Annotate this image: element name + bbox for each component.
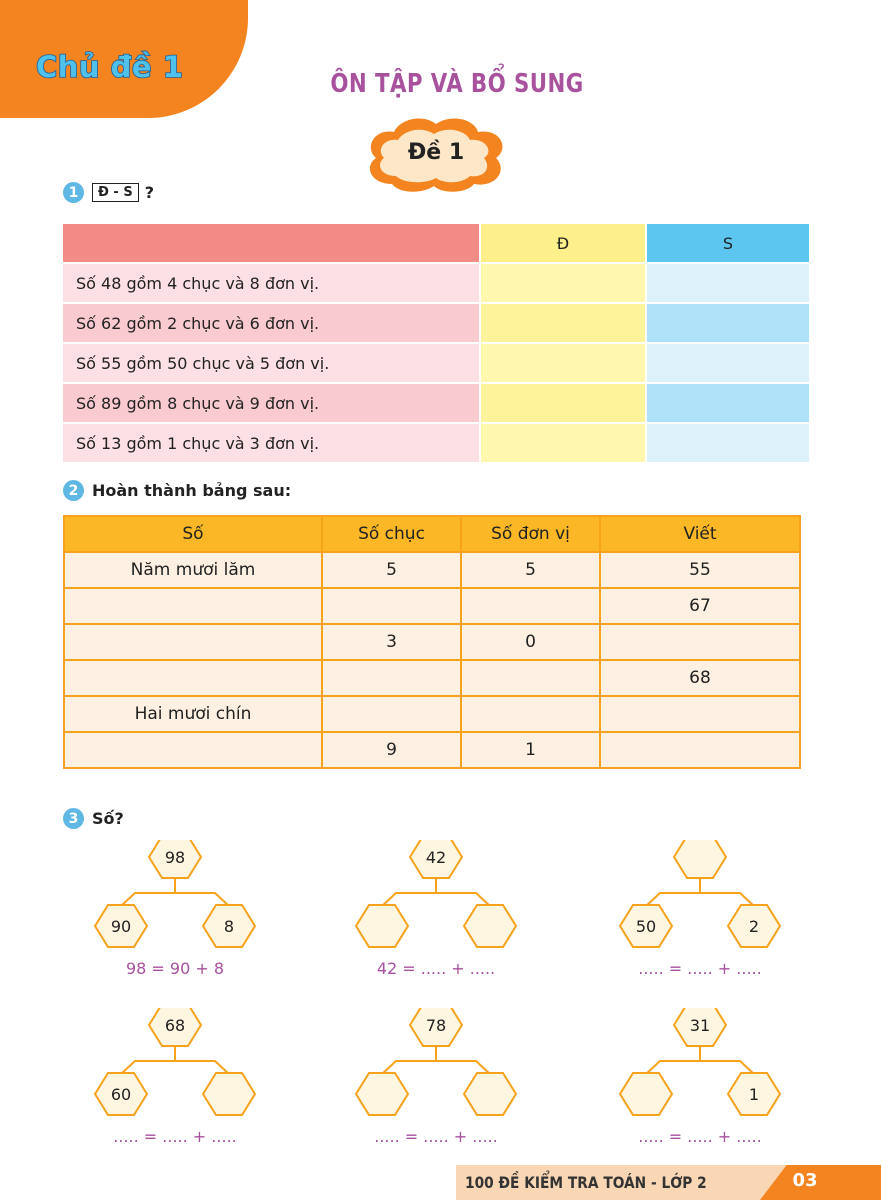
table-row: [63, 344, 809, 382]
connector-line: [646, 1045, 754, 1074]
table-row: [64, 588, 800, 624]
q1-answer-d[interactable]: [481, 264, 645, 302]
q2-cell[interactable]: 67: [600, 588, 800, 624]
q2-cell[interactable]: [64, 588, 322, 624]
q2-header: Số chục: [322, 516, 461, 552]
q2-cell[interactable]: [600, 696, 800, 732]
page-number: 03: [792, 1170, 818, 1191]
equation: 42 = ..... + .....: [376, 959, 496, 978]
number-bond-diagram: [65, 1008, 285, 1128]
hexagon-value: 8: [223, 917, 235, 936]
number-bond-diagram: [326, 840, 546, 960]
connector-line: [121, 877, 229, 906]
table-row: [63, 224, 809, 262]
q2-cell[interactable]: 9: [322, 732, 461, 768]
q2-cell[interactable]: 5: [322, 552, 461, 588]
table-row: [64, 516, 800, 552]
hexagon-value: 78: [425, 1016, 447, 1035]
q1-answer-d[interactable]: [481, 384, 645, 422]
footer-book-title: 100 ĐỀ KIỂM TRA TOÁN - LỚP 2: [465, 1173, 707, 1192]
q2-header: Số đơn vị: [461, 516, 600, 552]
q1-suffix: ?: [144, 183, 154, 202]
test-label: Đề 1: [407, 140, 465, 165]
hexagon-value: 90: [110, 917, 132, 936]
table-row: [63, 304, 809, 342]
table-row: [63, 384, 809, 422]
number-bond-diagram: [590, 1008, 810, 1128]
q2-cell[interactable]: [461, 588, 600, 624]
q2-cell[interactable]: [600, 624, 800, 660]
table-row: [63, 264, 809, 302]
hexagon-value: 50: [635, 917, 657, 936]
q1-answer-s[interactable]: [647, 344, 809, 382]
table-row: [64, 624, 800, 660]
connector-line: [382, 1045, 490, 1074]
q1-number: 1: [63, 182, 84, 203]
hexagon-value: 68: [164, 1016, 186, 1035]
q2-header: Số: [64, 516, 322, 552]
hexagon-value: 31: [689, 1016, 711, 1035]
q2-cell[interactable]: [64, 660, 322, 696]
q2-number: 2: [63, 480, 84, 501]
hexagon-left[interactable]: [356, 905, 408, 947]
q2-table: [63, 515, 801, 769]
table-row: [64, 696, 800, 732]
equation: 98 = 90 + 8: [125, 959, 225, 978]
q2-cell[interactable]: [600, 732, 800, 768]
q2-cell[interactable]: [64, 624, 322, 660]
q3-title: Số?: [92, 809, 124, 828]
hexagon-right[interactable]: [464, 905, 516, 947]
hexagon-top[interactable]: [674, 840, 726, 878]
q2-cell[interactable]: Hai mươi chín: [64, 696, 322, 732]
hexagon-left[interactable]: [356, 1073, 408, 1115]
q1-answer-s[interactable]: [647, 264, 809, 302]
q1-statement: Số 89 gồm 8 chục và 9 đơn vị.: [63, 384, 479, 422]
q2-heading: [63, 480, 291, 501]
hexagon-right[interactable]: [203, 1073, 255, 1115]
number-bond-diagram: [326, 1008, 546, 1128]
q2-cell[interactable]: [322, 588, 461, 624]
q2-cell[interactable]: [64, 732, 322, 768]
table-row: [64, 732, 800, 768]
q2-cell[interactable]: 0: [461, 624, 600, 660]
q1-answer-d[interactable]: [481, 304, 645, 342]
q1-answer-d[interactable]: [481, 344, 645, 382]
q1-statement: Số 13 gồm 1 chục và 3 đơn vị.: [63, 424, 479, 462]
q3-heading: [63, 808, 124, 829]
hexagon-right[interactable]: [464, 1073, 516, 1115]
q2-cell[interactable]: [461, 660, 600, 696]
table-row: [64, 660, 800, 696]
q2-cell[interactable]: 55: [600, 552, 800, 588]
q1-statement: Số 55 gồm 50 chục và 5 đơn vị.: [63, 344, 479, 382]
equation: ..... = ..... + .....: [638, 1127, 762, 1146]
equation: ..... = ..... + .....: [113, 1127, 237, 1146]
hexagon-value: 42: [425, 848, 447, 867]
q3-number: 3: [63, 808, 84, 829]
q1-header-s: S: [647, 224, 809, 262]
connector-line: [382, 877, 490, 906]
q1-header-d: Đ: [481, 224, 645, 262]
number-bond-diagram: [590, 840, 810, 960]
q1-ds-box: Đ - S: [92, 183, 139, 202]
hexagon-value: 98: [164, 848, 186, 867]
connector-line: [646, 877, 754, 906]
q1-statement: Số 62 gồm 2 chục và 6 đơn vị.: [63, 304, 479, 342]
q2-cell[interactable]: 3: [322, 624, 461, 660]
q2-cell[interactable]: 5: [461, 552, 600, 588]
connector-line: [121, 1045, 229, 1074]
hexagon-value: 1: [748, 1085, 760, 1104]
q1-header-statement: [63, 224, 479, 262]
q1-answer-s[interactable]: [647, 424, 809, 462]
q2-cell[interactable]: [461, 696, 600, 732]
q1-answer-d[interactable]: [481, 424, 645, 462]
q2-cell[interactable]: [322, 696, 461, 732]
page-title: ÔN TẬP VÀ BỔ SUNG: [330, 69, 584, 99]
q1-heading: [63, 182, 154, 203]
q1-answer-s[interactable]: [647, 384, 809, 422]
topic-label: Chủ đề 1: [36, 50, 184, 84]
q2-title: Hoàn thành bảng sau:: [92, 481, 292, 500]
q2-cell[interactable]: Năm mươi lăm: [64, 552, 322, 588]
table-row: [64, 552, 800, 588]
equation: ..... = ..... + .....: [374, 1127, 498, 1146]
q2-header: Viết: [600, 516, 800, 552]
q1-table: [63, 222, 809, 464]
hexagon-value: 2: [748, 917, 760, 936]
q2-cell[interactable]: [322, 660, 461, 696]
q2-cell[interactable]: 68: [600, 660, 800, 696]
hexagon-value: 60: [110, 1085, 132, 1104]
equation: ..... = ..... + .....: [638, 959, 762, 978]
q2-cell[interactable]: 1: [461, 732, 600, 768]
hexagon-left[interactable]: [620, 1073, 672, 1115]
q1-answer-s[interactable]: [647, 304, 809, 342]
table-row: [63, 424, 809, 462]
q1-statement: Số 48 gồm 4 chục và 8 đơn vị.: [63, 264, 479, 302]
number-bond-diagram: [65, 840, 285, 960]
